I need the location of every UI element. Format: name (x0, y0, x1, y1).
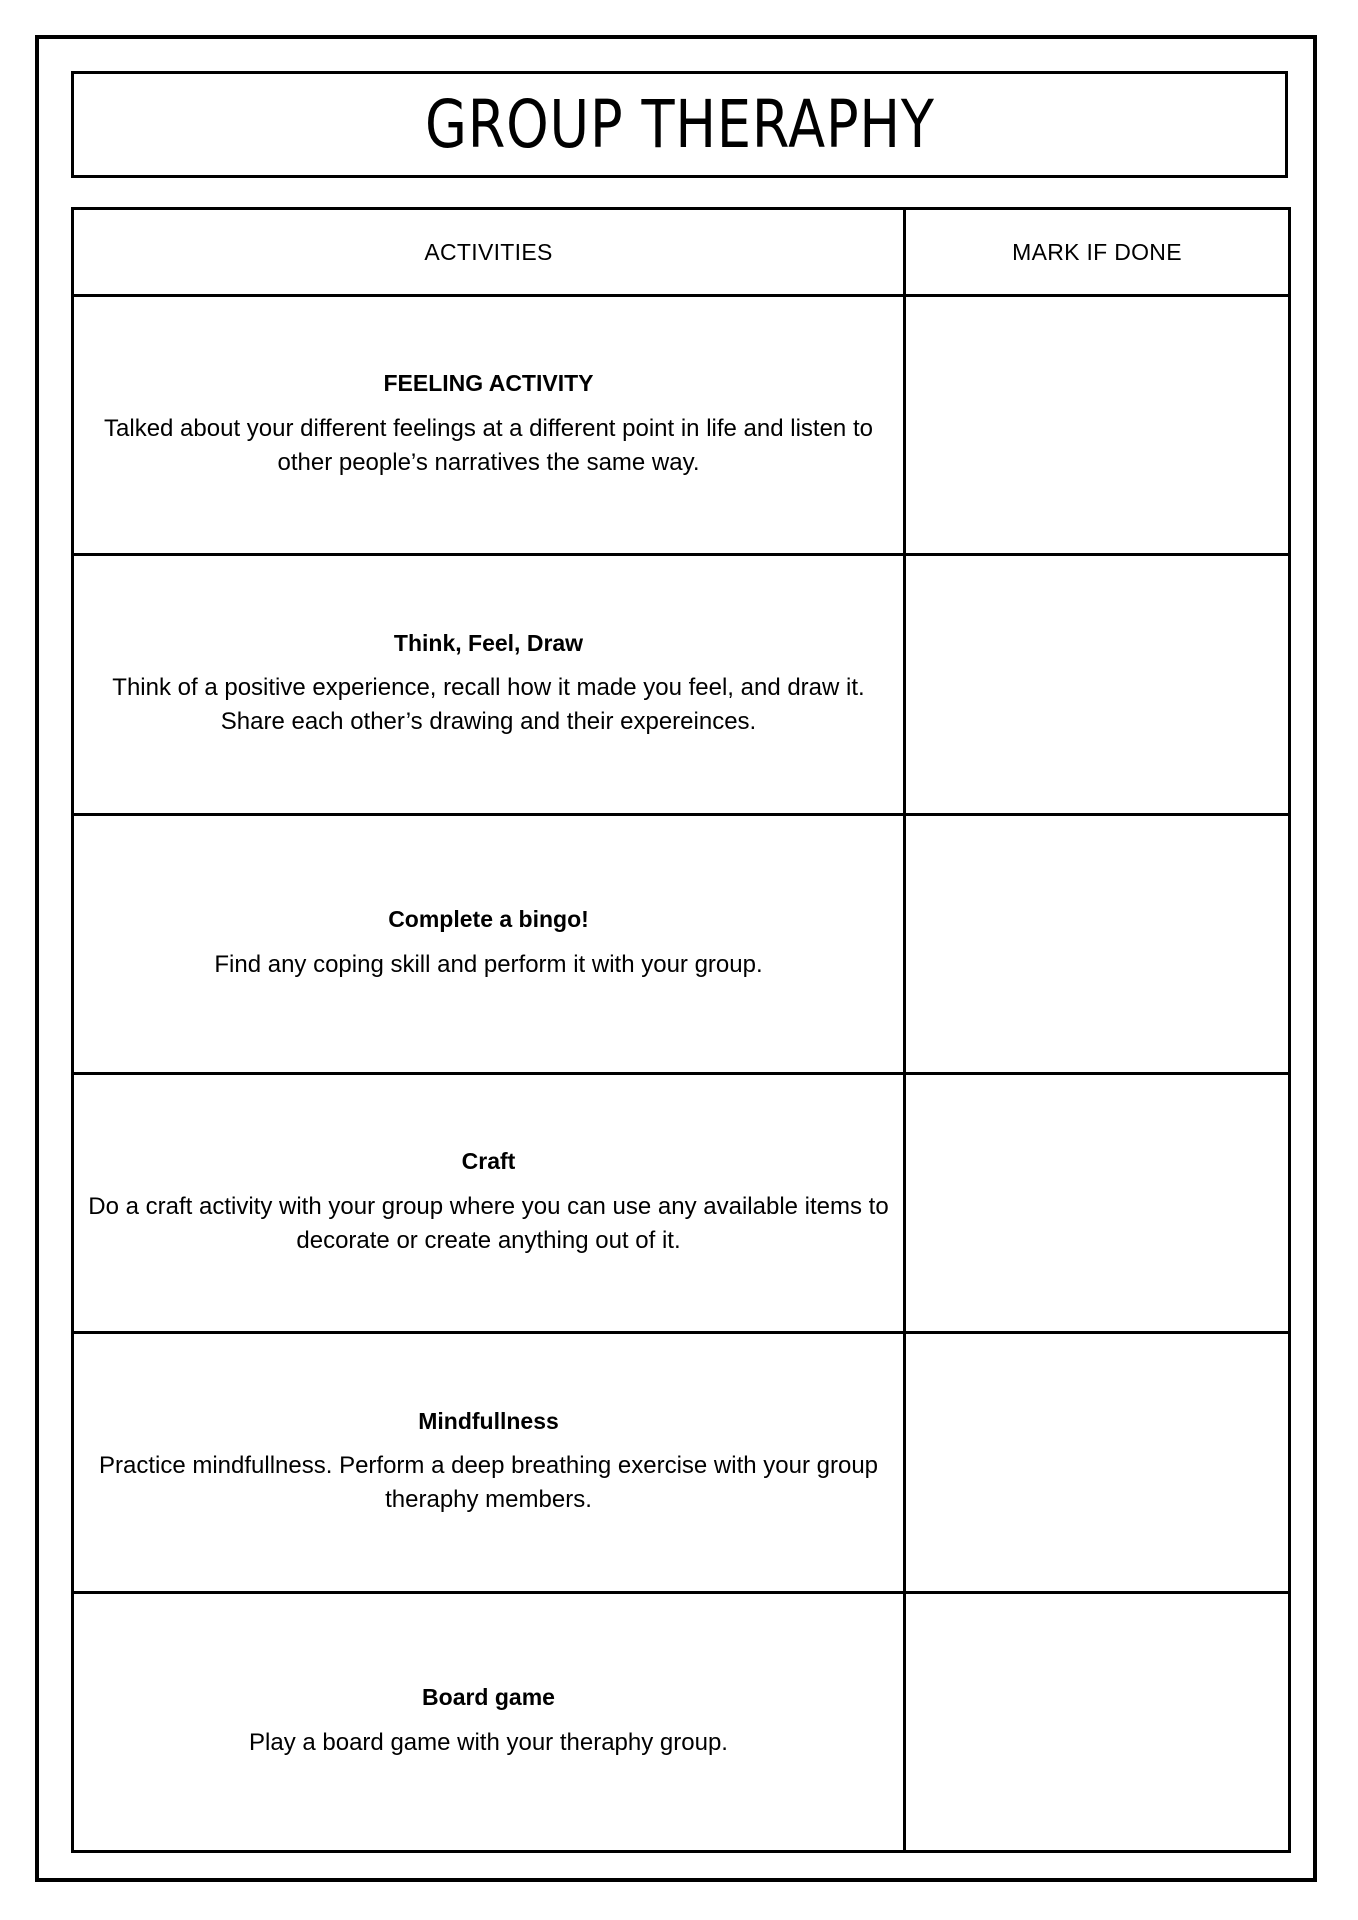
activity-description: Think of a positive experience, recall how it made you feel, and draw it. Share each other’s drawing and their expereinces. (112, 674, 865, 736)
activity-cell (73, 1333, 905, 1592)
mark-if-done-cell[interactable] (905, 555, 1290, 814)
mark-if-done-cell[interactable] (905, 296, 1290, 555)
activity-description: Find any coping skill and perform it with your group. (214, 950, 763, 978)
mark-if-done-cell[interactable] (905, 1592, 1290, 1851)
activity-title: Think, Feel, Draw (393, 629, 584, 656)
title-box (71, 71, 1288, 178)
mark-if-done-cell[interactable] (905, 1333, 1290, 1592)
table-row (73, 1073, 1290, 1332)
mark-if-done-cell[interactable] (905, 814, 1290, 1073)
activity-title: FEELING ACTIVITY (383, 370, 594, 397)
activities-table (71, 207, 1291, 1853)
activity-description: Talked about your different feelings at a different point in life and listen to other people’s narratives the same way. (104, 414, 873, 476)
activity-cell (73, 1073, 905, 1332)
activity-title: Craft (461, 1148, 516, 1175)
activity-description: Do a craft activity with your group where you can use any available items to decorate or create anything out of it. (88, 1192, 889, 1254)
table-row (73, 296, 1290, 555)
table-row (73, 1592, 1290, 1851)
activity-cell (73, 1592, 905, 1851)
page-title: GROUP THERAPHY (424, 85, 935, 163)
activity-title: Board game (422, 1684, 555, 1711)
table-header-row (73, 209, 1290, 296)
mark-column-header: MARK IF DONE (905, 209, 1290, 296)
mark-if-done-cell[interactable] (905, 1073, 1290, 1332)
table-row (73, 1333, 1290, 1592)
activity-description: Practice mindfullness. Perform a deep breathing exercise with your group theraphy members. (98, 1452, 879, 1514)
table-row (73, 814, 1290, 1073)
activity-title: Complete a bingo! (388, 906, 589, 933)
activity-cell (73, 296, 905, 555)
activity-title: Mindfullness (418, 1407, 559, 1434)
activity-description: Play a board game with your theraphy group. (249, 1728, 728, 1756)
activity-cell (73, 555, 905, 814)
activities-column-header: ACTIVITIES (73, 209, 905, 296)
activity-cell (73, 814, 905, 1073)
table-row (73, 555, 1290, 814)
